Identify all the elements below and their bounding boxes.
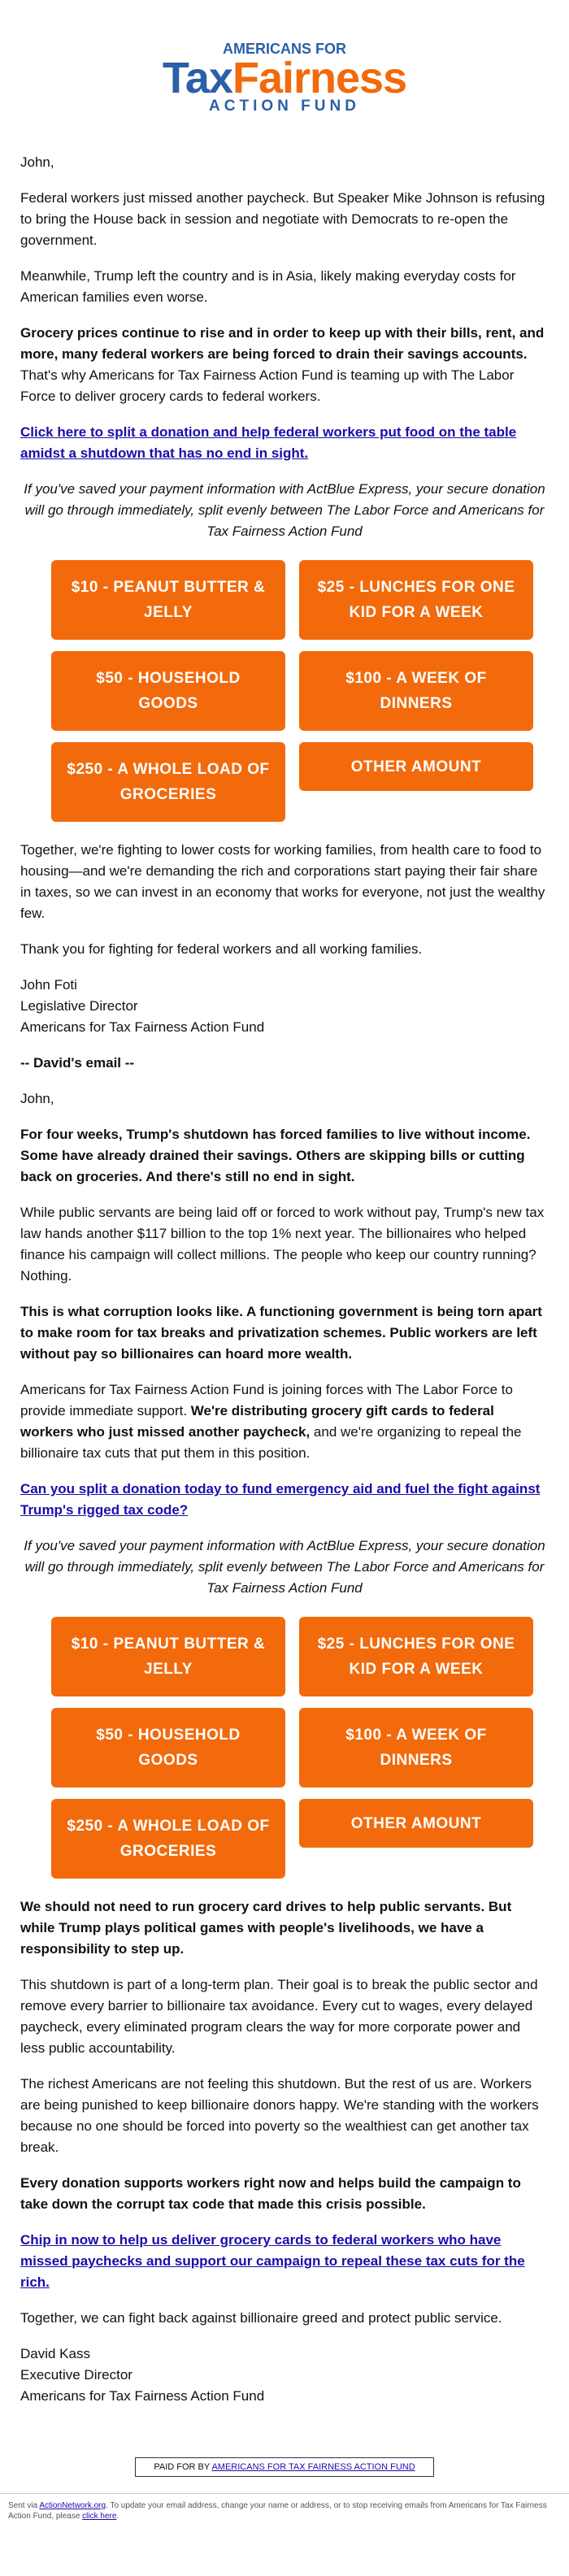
every-donation-paragraph: Every donation supports workers right now and helps build the campaign to take down the corrupt tax code that made this crisis possible. — [20, 2175, 521, 2212]
footer-note — [0, 2493, 569, 2533]
cta-paragraph-1 — [20, 422, 549, 464]
donate-250-button-2[interactable]: $250 - A WHOLE LOAD OF GROCERIES — [51, 1799, 285, 1879]
signature-1-name: John Foti — [20, 977, 77, 993]
together-2-paragraph: Together, we can fight back against billionaire greed and protect public service. — [20, 2310, 502, 2326]
greeting: John, — [20, 154, 54, 170]
public-servants-paragraph: While public servants are being laid off or forced to work without pay, Trump's new tax law hands another $117 billion to the top 1% next year. The billionaires who helped finance his campaign will collect millions. The people who keep our country running? Nothing. — [20, 1205, 545, 1284]
footer-end: . — [116, 2512, 119, 2521]
donate-10-button[interactable]: $10 - PEANUT BUTTER & JELLY — [51, 560, 285, 640]
together-paragraph: Together, we're fighting to lower costs for working families, from health care to food to housing—and we're demanding the rich and corporations start paying their fair share in taxes, so we can invest in an economy that works for everyone, not just the wealthy few. — [20, 842, 545, 921]
donate-link-3[interactable]: Chip in now to help us deliver grocery cards to federal workers who have missed paychecks and support our campaign to repeal these tax cuts for the rich. — [20, 2232, 525, 2290]
thanks-paragraph: Thank you for fighting for federal workers and all working families. — [20, 941, 423, 957]
signature-2-name: David Kass — [20, 2346, 90, 2361]
intro-paragraph-2: Meanwhile, Trump left the country and is in Asia, likely making everyday costs for American families even worse. — [20, 268, 516, 305]
paid-for-box — [135, 2457, 434, 2477]
joining-paragraph — [20, 1379, 549, 1464]
four-weeks-paragraph: For four weeks, Trump's shutdown has forced families to live without income. Some have already drained their savings. Others are skipping bills or cutting back on groceries. And there's still no end in sight. — [20, 1127, 531, 1184]
joining-c: and we're organizing to repeal the billionaire tax cuts that put them in this position. — [20, 1424, 522, 1461]
signature-2-title: Executive Director — [20, 2367, 132, 2383]
signature-2-org: Americans for Tax Fairness Action Fund — [20, 2388, 265, 2404]
should-not-paragraph: We should not need to run grocery card drives to help public servants. But while Trump plays political games with people's livelihoods, we have a responsibility to step up. — [20, 1899, 512, 1957]
long-term-paragraph: This shutdown is part of a long-term plan. Their goal is to break the public sector and remove every barrier to billionaire tax avoidance. Every cut to wages, every delayed paycheck, every eliminated program clears the way for more corporate power and less public accountability. — [20, 1977, 538, 2056]
actblue-disclaimer-1: If you've saved your payment information with ActBlue Express, your secure donation will go through immediately, split evenly between The Labor Force and Americans for Tax Fairness Action Fund — [24, 481, 545, 539]
forward-header: -- David's email -- — [20, 1055, 135, 1071]
logo-fairness: Fairness — [232, 54, 407, 102]
donation-buttons-2 — [51, 1617, 549, 1879]
email-body — [20, 0, 549, 2477]
paid-for-prefix: PAID FOR BY — [154, 2462, 212, 2472]
donate-250-button[interactable]: $250 - A WHOLE LOAD OF GROCERIES — [51, 742, 285, 822]
donate-50-button[interactable]: $50 - HOUSEHOLD GOODS — [51, 651, 285, 731]
signature-1-org: Americans for Tax Fairness Action Fund — [20, 1019, 265, 1035]
footer-rest: . To update your email address, change your name or address, or to stop receiving emails from Americans for Tax Fairness Action Fund, please — [8, 2501, 547, 2521]
actblue-disclaimer-2: If you've saved your payment information with ActBlue Express, your secure donation will go through immediately, split evenly between The Labor Force and Americans for Tax Fairness Action Fund — [24, 1538, 545, 1596]
donate-100-button[interactable]: $100 - A WEEK OF DINNERS — [299, 651, 533, 731]
corruption-paragraph: This is what corruption looks like. A functioning government is being torn apart to make room for tax breaks and privatization schemes. Public workers are left without pay so billionaires can hoard more wealth. — [20, 1304, 542, 1362]
grocery-bold: Grocery prices continue to rise and in order to keep up with their bills, rent, and more, many federal workers are being forced to drain their savings accounts. — [20, 325, 545, 362]
actionnetwork-link[interactable]: ActionNetwork.org — [39, 2501, 106, 2510]
footer-sent-via: Sent via — [8, 2501, 40, 2510]
intro-paragraph-1: Federal workers just missed another paycheck. But Speaker Mike Johnson is refusing to bring the House back in session and negotiate with Democrats to re-open the government. — [20, 190, 545, 248]
greeting-2: John, — [20, 1091, 54, 1106]
donate-link-2[interactable]: Can you split a donation today to fund emergency aid and fuel the fight against Trump's rigged tax code? — [20, 1481, 541, 1518]
donate-25-button-2[interactable]: $25 - LUNCHES FOR ONE KID FOR A WEEK — [299, 1617, 533, 1696]
signature-2 — [20, 2344, 549, 2407]
donation-buttons-1 — [51, 560, 549, 822]
logo-line-1: AMERICANS FOR — [223, 41, 346, 57]
donate-link-1[interactable]: Click here to split a donation and help federal workers put food on the table amidst a shutdown that has no end in sight. — [20, 424, 517, 461]
donate-other-button-2[interactable]: OTHER AMOUNT — [299, 1799, 533, 1848]
grocery-paragraph — [20, 323, 549, 407]
cta-paragraph-3 — [20, 2230, 549, 2293]
donate-100-button-2[interactable]: $100 - A WEEK OF DINNERS — [299, 1708, 533, 1788]
joining-b: We're distributing grocery gift cards to federal workers who just missed another paycheck, — [20, 1403, 494, 1440]
logo-line-2 — [163, 54, 406, 102]
signature-1-title: Legislative Director — [20, 998, 138, 1014]
logo-line-3: ACTION FUND — [209, 98, 360, 115]
cta-paragraph-2 — [20, 1479, 549, 1521]
donate-10-button-2[interactable]: $10 - PEANUT BUTTER & JELLY — [51, 1617, 285, 1696]
unsubscribe-link[interactable]: click here — [82, 2512, 117, 2521]
grocery-rest: That's why Americans for Tax Fairness Action Fund is teaming up with The Labor Force to deliver grocery cards to federal workers. — [20, 367, 515, 404]
donate-50-button-2[interactable]: $50 - HOUSEHOLD GOODS — [51, 1708, 285, 1788]
paid-for-link[interactable]: AMERICANS FOR TAX FAIRNESS ACTION FUND — [211, 2462, 415, 2472]
joining-a: Americans for Tax Fairness Action Fund is joining forces with The Labor Force to provide immediate support. — [20, 1382, 513, 1418]
richest-paragraph: The richest Americans are not feeling this shutdown. But the rest of us are. Workers are being punished to keep billionaire donors happy. We're standing with the workers because no one should be forced into poverty so the wealthiest can get another tax break. — [20, 2076, 539, 2155]
logo-tax: Tax — [162, 54, 232, 102]
signature-1 — [20, 975, 549, 1038]
atf-logo-graphic — [146, 39, 423, 117]
donate-other-button[interactable]: OTHER AMOUNT — [299, 742, 533, 791]
atf-logo[interactable] — [20, 39, 549, 121]
donate-25-button[interactable]: $25 - LUNCHES FOR ONE KID FOR A WEEK — [299, 560, 533, 640]
